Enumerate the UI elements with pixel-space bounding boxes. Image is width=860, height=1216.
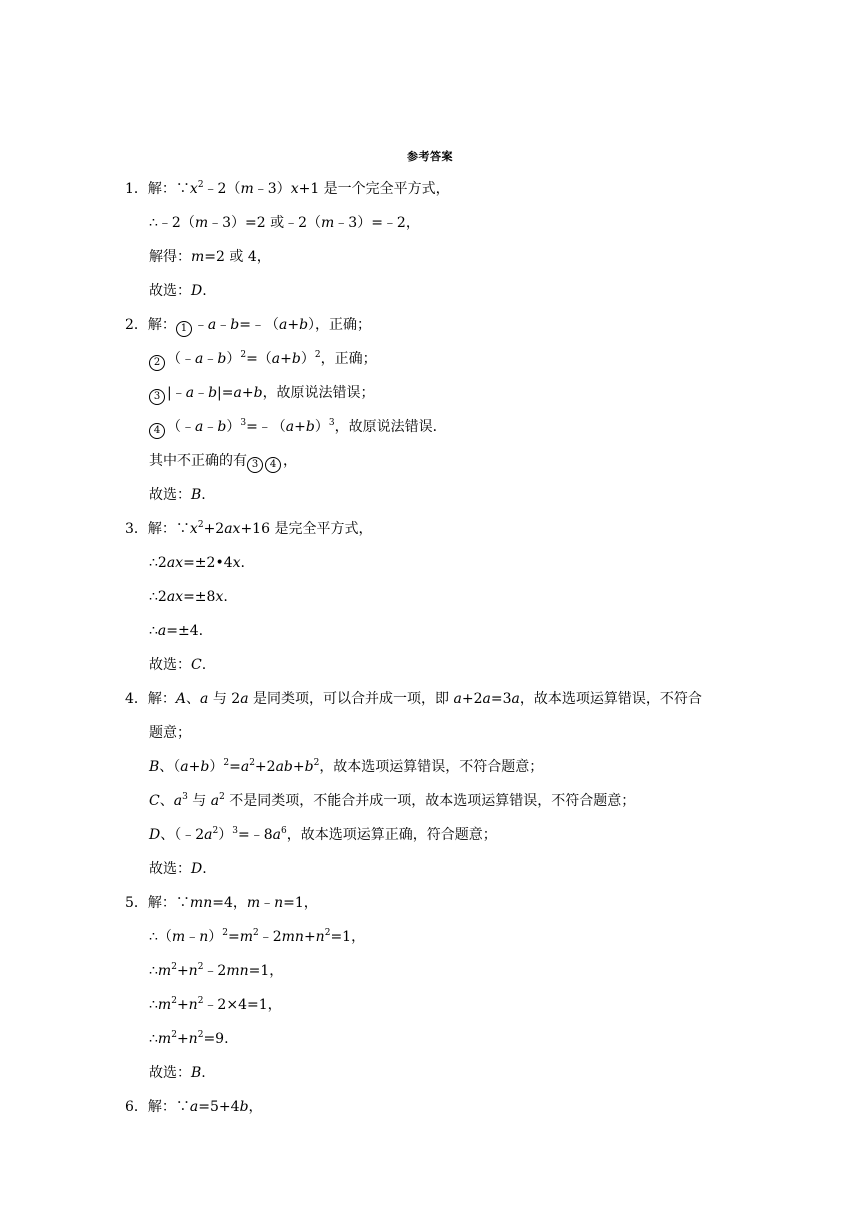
circled-number-2: 2	[149, 355, 165, 371]
answer-line: D、$(﹣2a^2)^3=﹣8a^6$，故本选项运算正确，符合题意；	[149, 826, 497, 843]
circled-number-1: 1	[176, 321, 192, 337]
answer-line: 4 $(﹣a﹣b)^3=﹣(a+b)^3$，故原说法错误．	[149, 418, 447, 439]
answer-line: 故选：B.	[149, 487, 206, 503]
circled-number-3: 3	[247, 457, 263, 473]
answer-line: 4．解：A、a 与 2a 是同类项，可以合并成一项，即 a+2a=3a，故本选项运算错误，不符合	[125, 691, 702, 707]
answer-line: 故选：D.	[149, 861, 207, 877]
answer-line: $\therefore m^2+n^2=9$.	[149, 1030, 229, 1047]
answer-line: ∴a=±4.	[149, 623, 204, 639]
circled-number-4: 4	[265, 457, 281, 473]
circled-number-3: 3	[149, 389, 165, 405]
answer-line: $\therefore m^2+n^2﹣2mn=1$，	[149, 962, 284, 979]
answer-line: 5．解：∵mn=4，m﹣n=1，	[125, 895, 318, 911]
circled-number-4: 4	[149, 423, 165, 439]
answer-line: 6．解：∵a=5+4b，	[125, 1099, 263, 1115]
answer-line: 故选：D.	[149, 283, 207, 299]
answer-line: 其中不正确的有 3 4 ，	[149, 452, 297, 473]
answer-line: 2 $(﹣a﹣b)^2=(a+b)^2$，正确；	[149, 350, 377, 371]
answer-line: 故选：C.	[149, 657, 207, 673]
answer-line: $\therefore m^2+n^2﹣2\times 4=1$，	[149, 996, 282, 1013]
answer-line: 故选：B.	[149, 1065, 206, 1081]
answer-line: 2．解： 1 ﹣a﹣b=﹣（a+b），正确；	[125, 316, 371, 337]
answer-line: ∴2ax=±2•4x.	[149, 555, 245, 571]
answer-line: 1．解：$\because x^2﹣2(m﹣3)x+1$ 是一个完全平方式，	[125, 180, 450, 197]
answer-line: 解得：m=2 或 4，	[149, 249, 271, 265]
answer-line: C、$a^3$ 与 $a^2$ 不是同类项，不能合并成一项，故本选项运算错误，不符合题意；	[149, 792, 636, 809]
answer-line: 3．解：$\because x^2+2ax+16$ 是完全平方式，	[125, 520, 373, 537]
answer-line: 3 |﹣a﹣b|=a+b，故原说法错误；	[149, 384, 375, 405]
answer-line: $\therefore(m﹣n)^2=m^2﹣2mn+n^2=1$，	[149, 928, 366, 945]
answer-line: ∴﹣2（m﹣3）=2 或﹣2（m﹣3）=﹣2，	[149, 215, 420, 231]
answer-line: ∴2ax=±8x.	[149, 589, 228, 605]
answer-line: B、$(a+b)^2=a^2+2ab+b^2$，故本选项运算错误，不符合题意；	[149, 758, 544, 775]
page-title: 参考答案	[407, 150, 453, 163]
answer-line: 题意；	[149, 725, 191, 741]
